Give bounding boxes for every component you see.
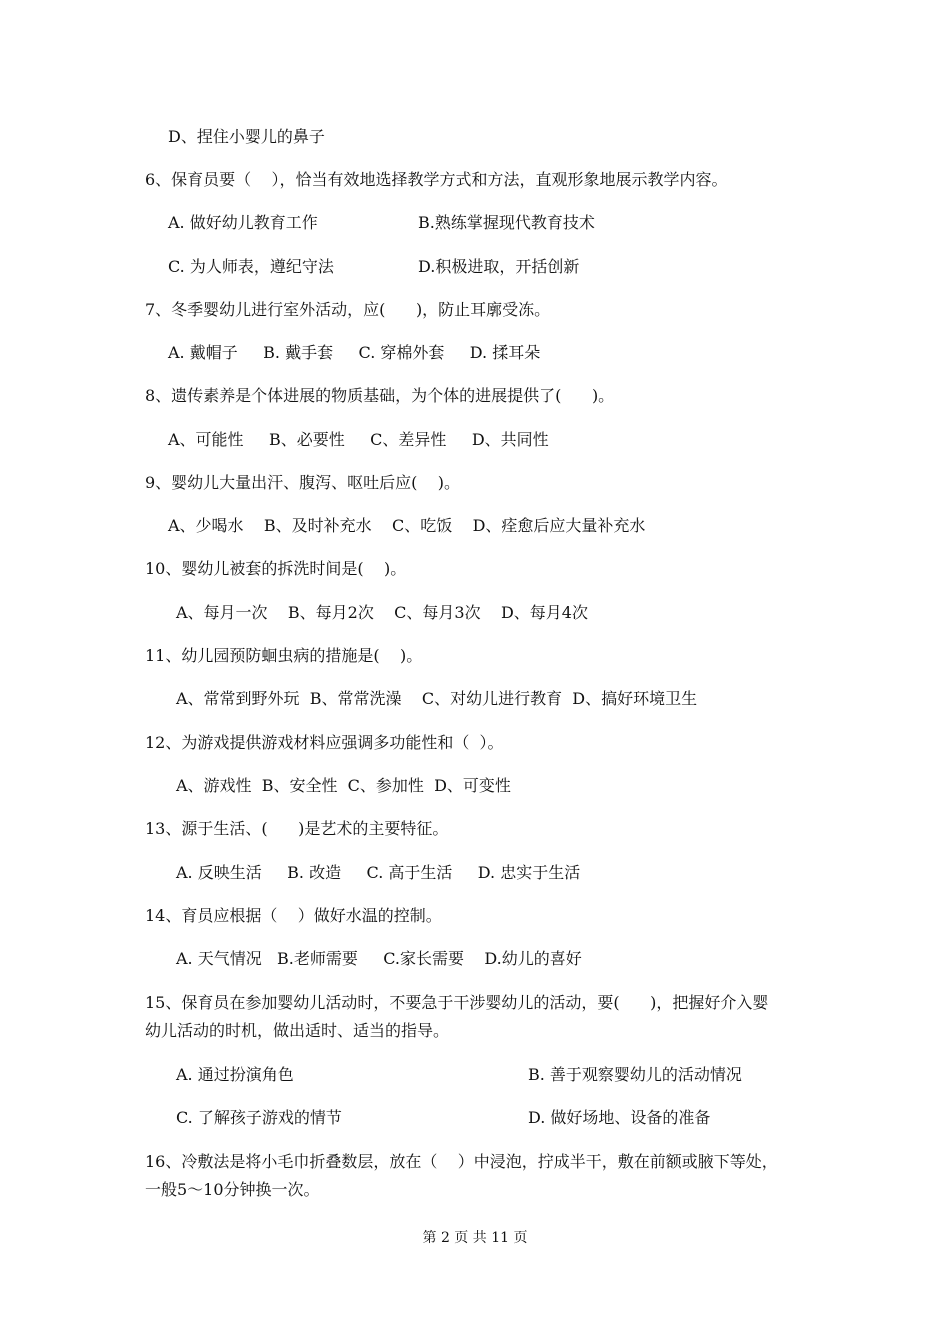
question-12: 12、为游戏提供游戏材料应强调多功能性和（ ）。 <box>145 733 504 752</box>
question-15-option-c: C. 了解孩子游戏的情节 <box>176 1108 342 1127</box>
question-16-line-1: 16、冷敷法是将小毛巾折叠数层，放在（ ）中浸泡，拧成半干，敷在前额或腋下等处， <box>145 1152 778 1171</box>
question-15-line-1: 15、保育员在参加婴幼儿活动时，不要急于干涉婴幼儿的活动，要( )，把握好介入婴 <box>145 993 769 1012</box>
question-11-options: A、常常到野外玩 B、常常洗澡 C、对幼儿进行教育 D、搞好环境卫生 <box>176 689 698 708</box>
question-6: 6、保育员要（ ），恰当有效地选择教学方式和方法，直观形象地展示教学内容。 <box>145 170 728 189</box>
question-11: 11、幼儿园预防蛔虫病的措施是( )。 <box>145 646 423 665</box>
question-7-options: A. 戴帽子 B. 戴手套 C. 穿棉外套 D. 揉耳朵 <box>168 343 541 362</box>
question-13-options: A. 反映生活 B. 改造 C. 高于生活 D. 忠实于生活 <box>176 863 581 882</box>
question-15-line-2: 幼儿活动的时机，做出适时、适当的指导。 <box>145 1021 450 1040</box>
page-number-footer: 第 2 页 共 11 页 <box>422 1230 528 1246</box>
question-8: 8、遗传素养是个体进展的物质基础，为个体的进展提供了( )。 <box>145 386 615 405</box>
question-13: 13、源于生活、( )是艺术的主要特征。 <box>145 819 449 838</box>
question-15-option-b: B. 善于观察婴幼儿的活动情况 <box>528 1065 742 1084</box>
question-16-line-2: 一般5～10分钟换一次。 <box>145 1180 320 1199</box>
question-12-options: A、游戏性 B、安全性 C、参加性 D、可变性 <box>176 776 511 795</box>
question-10-options: A、每月一次 B、每月2次 C、每月3次 D、每月4次 <box>176 603 588 622</box>
question-15-option-a: A. 通过扮演角色 <box>176 1065 294 1084</box>
question-9: 9、婴幼儿大量出汗、腹泻、呕吐后应( )。 <box>145 473 461 492</box>
question-6-option-c: C. 为人师表，遵纪守法 <box>168 257 334 276</box>
question-14-options: A. 天气情况 B.老师需要 C.家长需要 D.幼儿的喜好 <box>176 949 582 968</box>
question-10: 10、婴幼儿被套的拆洗时间是( )。 <box>145 559 407 578</box>
question-15-option-d: D. 做好场地、设备的准备 <box>528 1108 711 1127</box>
question-6-option-d: D.积极进取，开括创新 <box>418 257 580 276</box>
question-14: 14、育员应根据（ ）做好水温的控制。 <box>145 906 442 925</box>
option-d-q5: D、捏住小婴儿的鼻子 <box>168 127 325 146</box>
question-6-option-b: B.熟练掌握现代教育技术 <box>418 213 595 232</box>
question-6-option-a: A. 做好幼儿教育工作 <box>168 213 318 232</box>
question-7: 7、冬季婴幼儿进行室外活动，应( )，防止耳廓受冻。 <box>145 300 551 319</box>
question-8-options: A、可能性 B、必要性 C、差异性 D、共同性 <box>168 430 549 449</box>
question-9-options: A、少喝水 B、及时补充水 C、吃饭 D、痊愈后应大量补充水 <box>168 516 646 535</box>
